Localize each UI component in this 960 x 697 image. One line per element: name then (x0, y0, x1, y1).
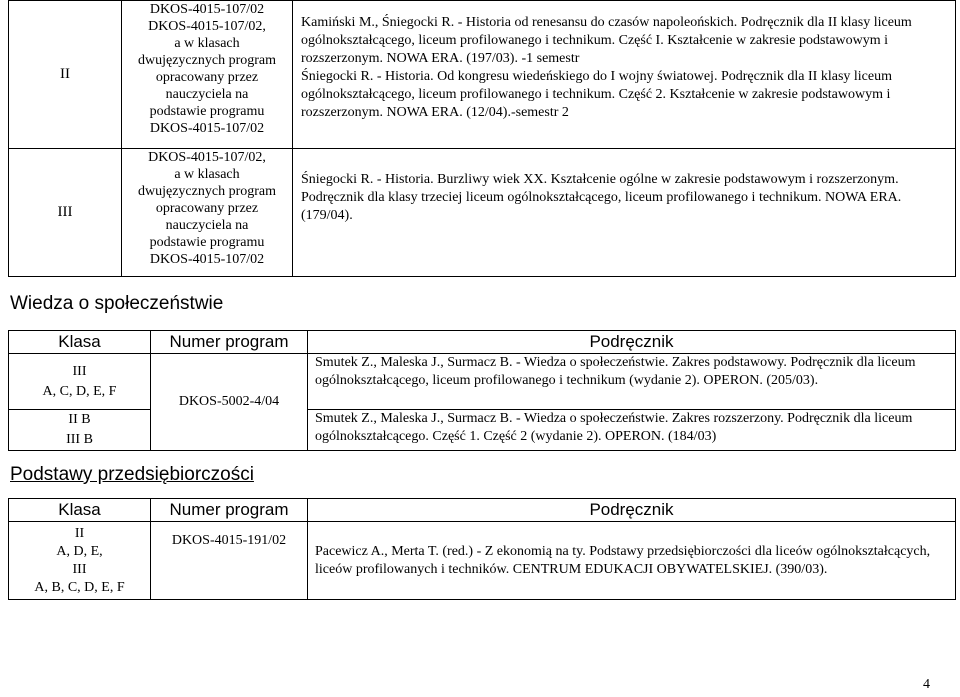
table-header-row (9, 331, 956, 354)
class-cell (9, 1, 122, 149)
textbook-cell (293, 149, 956, 277)
program-line: DKOS-4015-107/02 (149, 252, 265, 267)
table-row (9, 522, 956, 600)
table-header-row (9, 499, 956, 522)
class-label: II B (68, 412, 91, 427)
program-cell (122, 1, 293, 149)
class-label: III (57, 204, 73, 220)
program-line: dwujęzycznych program (138, 184, 276, 199)
table-row (9, 149, 956, 277)
textbook-cell (308, 522, 956, 600)
program-number-cell (151, 522, 308, 600)
program-line: DKOS-4015-107/02, (148, 19, 266, 34)
column-header-podrecznik: Podręcznik (308, 499, 956, 522)
program-line: podstawie programu (149, 235, 265, 250)
program-line: DKOS-4015-107/02, (148, 150, 266, 165)
program-line: dwujęzycznych program (138, 53, 276, 68)
textbook-entry: Kamiński M., Śniegocki R. - Historia od renesansu do czasów napoleońskich. Podręcznik dla II klasy liceum ogólnokształcącego, liceum profilowanego i technikum. Część I. Kształcenie w zakresie podstawowym i rozszerzonym. NOWA ERA. (197/03). -1 semestr (301, 15, 912, 66)
class-label: III (72, 561, 87, 577)
program-line: opracowany przez (155, 201, 259, 216)
program-line: DKOS-4015-107/02 (149, 2, 265, 17)
textbook-cell (293, 1, 956, 149)
program-number-cell (151, 354, 308, 451)
textbook-entry: Smutek Z., Maleska J., Surmacz B. - Wiedza o społeczeństwie. Zakres rozszerzony. Podręcznik dla liceum ogólnokształcącego. Część 1. Część 2 (wydanie 2). OPERON. (184/03) (315, 411, 913, 444)
program-line: a w klasach (174, 36, 240, 51)
class-label: II (74, 525, 85, 541)
program-line: podstawie programu (149, 104, 265, 119)
program-line: a w klasach (174, 167, 240, 182)
textbook-entry: Śniegocki R. - Historia. Burzliwy wiek XX. Kształcenie ogólne w zakresie podstawowym i rozszerzonym. Podręcznik dla klasy trzeciej liceum ogólnokształcącego, liceum profilowanego i technikum. NOWA ERA. (179/04). (301, 172, 902, 223)
program-line: nauczyciela na (165, 218, 249, 233)
textbook-entry: Pacewicz A., Merta T. (red.) - Z ekonomią na ty. Podstawy przedsiębiorczości dla liceów ogólnokształcących, liceów profilowanych i techników. CENTRUM EDUKACJI OBYWATELSKIEJ. (390/03). (315, 543, 931, 577)
wos-table (8, 330, 956, 451)
class-label: III (72, 363, 87, 379)
column-header-numer: Numer program (151, 331, 308, 354)
program-number: DKOS-5002-4/04 (178, 394, 280, 409)
history-textbook-table (8, 0, 956, 277)
table-row (9, 1, 956, 149)
table-row (9, 354, 956, 410)
program-line: nauczyciela na (165, 87, 249, 102)
textbook-cell (308, 354, 956, 410)
class-label: II (60, 66, 70, 82)
class-label: A, B, C, D, E, F (34, 579, 125, 595)
program-line: DKOS-4015-107/02 (149, 121, 265, 136)
class-cell (9, 410, 151, 451)
program-line: opracowany przez (155, 70, 259, 85)
class-cell (9, 149, 122, 277)
program-cell (122, 149, 293, 277)
column-header-klasa: Klasa (9, 499, 151, 522)
column-header-numer: Numer program (151, 499, 308, 522)
page-number: 4 (923, 677, 930, 692)
program-number: DKOS-4015-191/02 (171, 533, 287, 548)
textbook-entry: Smutek Z., Maleska J., Surmacz B. - Wiedza o społeczeństwie. Zakres podstawowy. Podręcznik dla liceum ogólnokształcącego, liceum profilowanego i technikum (wydanie 2). OPERON. (205/03). (315, 355, 916, 388)
class-cell (9, 522, 151, 600)
class-label: A, D, E, (56, 543, 103, 559)
column-header-podrecznik: Podręcznik (308, 331, 956, 354)
pp-table (8, 498, 956, 600)
textbook-entry: Śniegocki R. - Historia. Od kongresu wiedeńskiego do I wojny światowej. Podręcznik dla II klasy liceum ogólnokształcącego, liceum profilowanego i technikum. Część 2. Kształcenie w zakresie podstawowym i rozszerzonym. NOWA ERA. (12/04).-semestr 2 (301, 69, 892, 120)
class-label: A, C, D, E, F (42, 383, 117, 399)
textbook-cell (308, 410, 956, 451)
class-cell (9, 354, 151, 410)
section-title-pp: Podstawy przedsiębiorczości (10, 464, 254, 485)
column-header-klasa: Klasa (9, 331, 151, 354)
class-label: III B (66, 432, 93, 447)
section-title-wos: Wiedza o społeczeństwie (10, 293, 224, 314)
